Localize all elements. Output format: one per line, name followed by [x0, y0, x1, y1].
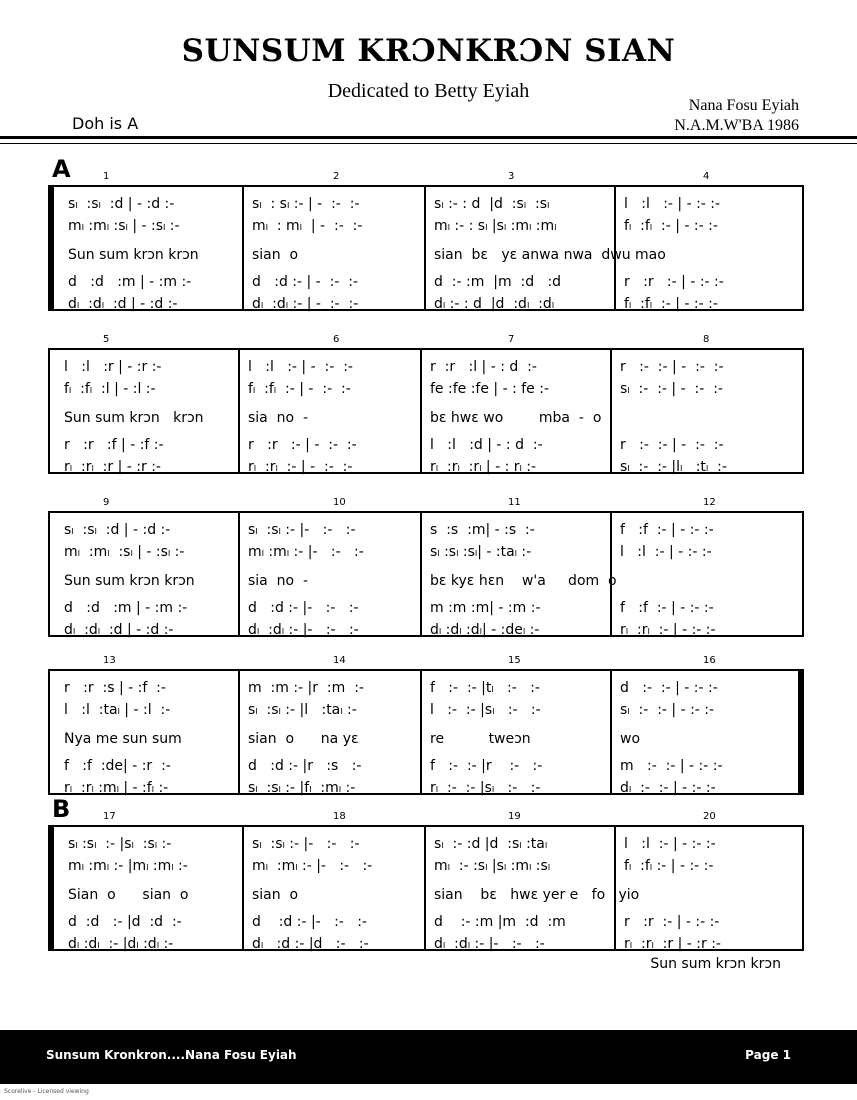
lyric-text: sian bɛ yɛ anwa nwa dwu mao — [434, 247, 666, 263]
measure-number: 17 — [103, 811, 116, 822]
bass-row — [50, 777, 798, 799]
bass-notes: dₗ :- : d |d :dₗ :dₗ — [434, 296, 555, 312]
bass-row — [50, 456, 802, 478]
tenor-notes: f :f :de| - :r :- — [64, 758, 171, 774]
alto-notes: sₗ :- :- | - :- :- — [620, 702, 715, 718]
measure-number: 1 — [103, 171, 110, 182]
score-system — [48, 511, 804, 637]
alto-row — [54, 215, 802, 237]
soprano-notes: l :l :- | - :- :- — [624, 836, 716, 852]
soprano-notes: l :l :r | - :r :- — [64, 359, 162, 375]
tenor-row — [54, 911, 802, 933]
soprano-notes: d :- :- | - :- :- — [620, 680, 718, 696]
bass-row — [54, 933, 802, 955]
tenor-row — [54, 271, 802, 293]
measure-number: 2 — [333, 171, 340, 182]
tenor-notes: r :r :- | - :- :- — [248, 437, 357, 453]
bass-row — [54, 293, 802, 315]
alto-notes: mₗ :mₗ :sₗ | - :sₗ :- — [68, 218, 180, 234]
bass-notes: sₗ :- :- |lₗ :tₗ :- — [620, 459, 727, 475]
bass-notes: rₗ :rₗ :r | - :r :- — [64, 459, 161, 475]
soprano-notes: r :r :s | - :f :- — [64, 680, 166, 696]
soprano-notes: sₗ : sₗ :- | - :- :- — [252, 196, 360, 212]
alto-notes: sₗ :sₗ :- |l :taₗ :- — [248, 702, 357, 718]
alto-notes: sₗ :- :- | - :- :- — [620, 381, 723, 397]
measure-number: 15 — [508, 655, 521, 666]
tenor-notes: r :r :- | - :- :- — [624, 914, 720, 930]
bass-notes: rₗ :rₗ :- | - :- :- — [620, 622, 716, 638]
lyric-text: sia no - — [248, 410, 309, 426]
tenor-notes: d :d :m | - :m :- — [64, 600, 188, 616]
score-system — [48, 669, 804, 795]
alto-notes: sₗ :sₗ :sₗ| - :taₗ :- — [430, 544, 532, 560]
page-title: SUNSUM KRƆNKRƆN SIAN — [181, 33, 676, 69]
measure-number: 20 — [703, 811, 716, 822]
page-number: Page 1 — [745, 1048, 791, 1062]
lyric-text: Sun sum krɔn krɔn — [68, 247, 199, 263]
soprano-notes: l :l :- | - :- :- — [624, 196, 721, 212]
tenor-notes: f :- :- |r :- :- — [430, 758, 543, 774]
alto-notes: fₗ :fₗ :l | - :l :- — [64, 381, 156, 397]
lyric-text: bɛ hwɛ wo mba - o — [430, 410, 602, 426]
lyric-text: wo — [620, 731, 641, 747]
measure-number: 4 — [703, 171, 710, 182]
dedication: Dedicated to Betty Eyiah — [327, 80, 530, 102]
tenor-notes: d :d :- |d :d :- — [68, 914, 182, 930]
measure-number: 18 — [333, 811, 346, 822]
alto-notes: mₗ :- :sₗ |sₗ :mₗ :sₗ — [434, 858, 551, 874]
soprano-notes: f :f :- | - :- :- — [620, 522, 714, 538]
lyric-text: bɛ kyɛ hɛn w'a dom o — [430, 573, 617, 589]
soprano-notes: sₗ :sₗ :d | - :d :- — [64, 522, 171, 538]
alto-notes: mₗ :mₗ :- |- :- :- — [248, 544, 364, 560]
tenor-notes: d :d :m | - :m :- — [68, 274, 192, 290]
lyrics-row — [54, 243, 802, 267]
lyric-text: Sun sum krɔn krɔn — [64, 410, 204, 426]
bass-notes: fₗ :fₗ :- | - :- :- — [624, 296, 718, 312]
lyric-text: Nya me sun sum — [64, 731, 182, 747]
lyric-text: Sun sum krɔn krɔn — [64, 573, 195, 589]
alto-notes: mₗ :- : sₗ |sₗ :mₗ :mₗ — [434, 218, 557, 234]
tenor-notes: f :f :- | - :- :- — [620, 600, 714, 616]
soprano-notes: sₗ :sₗ :d | - :d :- — [68, 196, 175, 212]
bass-notes: dₗ :dₗ :- |dₗ :dₗ :- — [68, 936, 174, 952]
footer-title: Sunsum Kronkron....Nana Fosu Eyiah — [46, 1048, 297, 1062]
tenor-notes: r :r :- | - :- :- — [624, 274, 724, 290]
tenor-notes: m :m :m| - :m :- — [430, 600, 541, 616]
bass-notes: dₗ :d :- |d :- :- — [252, 936, 369, 952]
tenor-notes: r :- :- | - :- :- — [620, 437, 724, 453]
bass-notes: dₗ :dₗ :dₗ| - :deₗ :- — [430, 622, 540, 638]
measure-number: 19 — [508, 811, 521, 822]
bass-row — [50, 619, 802, 641]
lyric-text: re tweɔn — [430, 731, 531, 747]
alto-notes: mₗ : mₗ | - :- :- — [252, 218, 363, 234]
bass-notes: rₗ :rₗ :- | - :- :- — [248, 459, 353, 475]
alto-notes: fₗ :fₗ :- | - :- :- — [624, 858, 714, 874]
tenor-notes: m :- :- | - :- :- — [620, 758, 723, 774]
bass-notes: dₗ :dₗ :- |- :- :- — [434, 936, 545, 952]
alto-notes: fe :fe :fe | - : fe :- — [430, 381, 550, 397]
soprano-row — [54, 193, 802, 215]
tenor-notes: d :d :- |r :s :- — [248, 758, 362, 774]
alto-notes: l :- :- |sₗ :- :- — [430, 702, 541, 718]
tenor-notes: d :- :m |m :d :m — [434, 914, 566, 930]
bass-notes: rₗ :rₗ :rₗ | - : rₗ :- — [430, 459, 537, 475]
bass-notes: rₗ :- :- |sₗ :- :- — [430, 780, 541, 796]
measure-number: 5 — [103, 334, 110, 345]
soprano-notes: sₗ :sₗ :- |- :- :- — [252, 836, 360, 852]
soprano-row — [50, 677, 798, 699]
lyrics-row — [54, 883, 802, 907]
score-system — [48, 185, 804, 311]
tenor-notes: d :d :- |- :- :- — [252, 914, 367, 930]
section-label: A — [52, 155, 71, 183]
alto-row — [50, 378, 802, 400]
lyrics-row — [50, 406, 802, 430]
section-label: B — [52, 795, 71, 823]
bass-notes: sₗ :sₗ :- |fₗ :mₗ :- — [248, 780, 356, 796]
lyric-text: sian o — [252, 247, 299, 263]
alto-row — [50, 699, 798, 721]
lyrics-row — [50, 727, 798, 751]
soprano-notes: s :s :m| - :s :- — [430, 522, 535, 538]
alto-notes: mₗ :mₗ :sₗ | - :sₗ :- — [64, 544, 185, 560]
soprano-notes: sₗ :- :d |d :sₗ :taₗ — [434, 836, 548, 852]
soprano-row — [50, 356, 802, 378]
bass-notes: rₗ :rₗ :r | - :r :- — [624, 936, 721, 952]
alto-notes: mₗ :mₗ :- |mₗ :mₗ :- — [68, 858, 188, 874]
soprano-notes: sₗ :sₗ :- |- :- :- — [248, 522, 356, 538]
score-system — [48, 825, 804, 951]
soprano-notes: l :l :- | - :- :- — [248, 359, 353, 375]
alto-notes: fₗ :fₗ :- | - :- :- — [624, 218, 718, 234]
alto-notes: mₗ :mₗ :- |- :- :- — [252, 858, 373, 874]
score-system — [48, 348, 804, 474]
measure-number: 14 — [333, 655, 346, 666]
tenor-notes: r :r :f | - :f :- — [64, 437, 164, 453]
soprano-notes: sₗ :sₗ :- |sₗ :sₗ :- — [68, 836, 172, 852]
lyrics-row — [50, 569, 802, 593]
measure-number: 7 — [508, 334, 515, 345]
soprano-notes: m :m :- |r :m :- — [248, 680, 364, 696]
measure-number: 8 — [703, 334, 710, 345]
soprano-row — [54, 833, 802, 855]
lyric-text: sian o na yɛ — [248, 731, 359, 747]
tenor-notes: d :d :- | - :- :- — [252, 274, 359, 290]
alto-notes: l :l :taₗ | - :l :- — [64, 702, 171, 718]
tenor-row — [50, 434, 802, 456]
alto-row — [54, 855, 802, 877]
watermark: Scorelive - Licensed viewing — [4, 1088, 89, 1095]
soprano-notes: r :- :- | - :- :- — [620, 359, 724, 375]
tenor-row — [50, 597, 802, 619]
composer-name: Nana Fosu Eyiah — [688, 97, 799, 114]
soprano-row — [50, 519, 802, 541]
measure-number: 16 — [703, 655, 716, 666]
soprano-notes: f :- :- |tₗ :- :- — [430, 680, 540, 696]
measure-number: 9 — [103, 497, 110, 508]
measure-number: 13 — [103, 655, 116, 666]
alto-row — [50, 541, 802, 563]
bass-notes: dₗ :dₗ :- |- :- :- — [248, 622, 359, 638]
bass-notes: rₗ :rₗ :mₗ | - :fₗ :- — [64, 780, 169, 796]
measure-number: 3 — [508, 171, 515, 182]
bass-notes: dₗ :dₗ :- | - :- :- — [252, 296, 359, 312]
measure-number: 11 — [508, 497, 521, 508]
soprano-notes: r :r :l | - : d :- — [430, 359, 537, 375]
measure-number: 6 — [333, 334, 340, 345]
bass-notes: dₗ :- :- | - :- :- — [620, 780, 716, 796]
tenor-notes: l :l :d | - : d :- — [430, 437, 543, 453]
tenor-notes: d :d :- |- :- :- — [248, 600, 359, 616]
tail-lyric: Sun sum krɔn krɔn — [650, 956, 781, 972]
alto-notes: l :l :- | - :- :- — [620, 544, 712, 560]
lyric-text: sian bɛ hwɛ yer e fo yio — [434, 887, 640, 903]
page-footer — [0, 1030, 857, 1084]
bass-notes: dₗ :dₗ :d | - :d :- — [68, 296, 178, 312]
composer-block — [674, 96, 799, 136]
key-signature: Doh is A — [72, 114, 139, 133]
tenor-row — [50, 755, 798, 777]
lyric-text: sian o — [252, 887, 299, 903]
measure-number: 10 — [333, 497, 346, 508]
header-rule-thin — [0, 143, 857, 144]
soprano-notes: sₗ :- : d |d :sₗ :sₗ — [434, 196, 550, 212]
lyric-text: sia no - — [248, 573, 309, 589]
copyright: N.A.M.W'BA 1986 — [674, 117, 799, 134]
bass-notes: dₗ :dₗ :d | - :d :- — [64, 622, 174, 638]
header-rule-thick — [0, 136, 857, 139]
lyric-text: Sian o sian o — [68, 887, 189, 903]
measure-number: 12 — [703, 497, 716, 508]
tenor-notes: d :- :m |m :d :d — [434, 274, 562, 290]
alto-notes: fₗ :fₗ :- | - :- :- — [248, 381, 351, 397]
